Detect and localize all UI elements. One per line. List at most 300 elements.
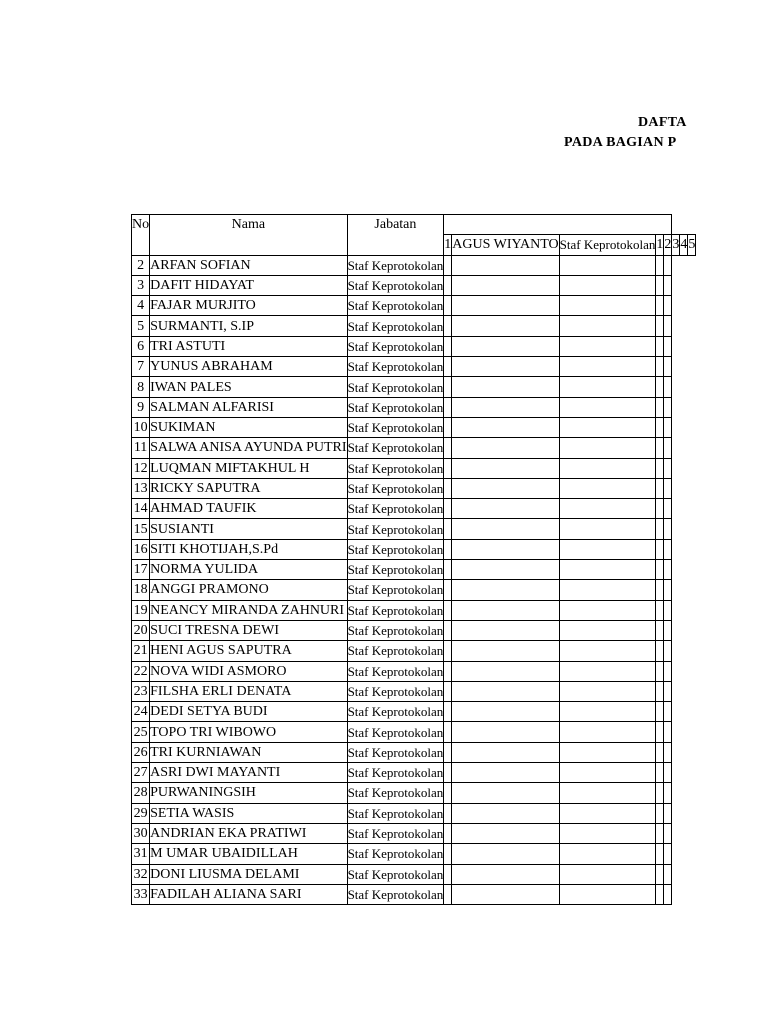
row-nama: ANDRIAN EKA PRATIWI — [150, 823, 347, 843]
row-jabatan: Staf Keprotokolan — [347, 438, 444, 458]
row-number: 21 — [132, 641, 150, 661]
attendance-cell — [452, 823, 559, 843]
attendance-cell — [444, 864, 452, 884]
row-jabatan: Staf Keprotokolan — [347, 600, 444, 620]
table-row — [132, 641, 696, 661]
attendance-cell — [656, 560, 664, 580]
table-row — [132, 397, 696, 417]
row-nama: SUKIMAN — [150, 417, 347, 437]
row-nama: SITI KHOTIJAH,S.Pd — [150, 539, 347, 559]
attendance-cell — [664, 864, 672, 884]
attendance-cell — [664, 478, 672, 498]
row-jabatan: Staf Keprotokolan — [347, 722, 444, 742]
attendance-cell — [444, 255, 452, 275]
row-jabatan: Staf Keprotokolan — [347, 296, 444, 316]
row-nama: FADILAH ALIANA SARI — [150, 884, 347, 904]
header-day-group — [444, 215, 672, 235]
attendance-cell — [559, 702, 656, 722]
attendance-table-body — [132, 215, 696, 905]
attendance-cell — [452, 417, 559, 437]
attendance-cell — [656, 336, 664, 356]
row-number: 7 — [132, 357, 150, 377]
row-jabatan: Staf Keprotokolan — [347, 560, 444, 580]
table-row — [132, 742, 696, 762]
attendance-cell — [452, 519, 559, 539]
attendance-cell — [656, 722, 664, 742]
attendance-cell — [664, 661, 672, 681]
row-jabatan: Staf Keprotokolan — [347, 803, 444, 823]
attendance-cell — [656, 377, 664, 397]
table-row — [132, 519, 696, 539]
attendance-cell — [444, 844, 452, 864]
attendance-cell — [656, 417, 664, 437]
row-jabatan: Staf Keprotokolan — [347, 417, 444, 437]
attendance-cell — [664, 438, 672, 458]
attendance-cell — [559, 803, 656, 823]
attendance-cell — [656, 763, 664, 783]
attendance-cell — [559, 336, 656, 356]
row-number: 19 — [132, 600, 150, 620]
attendance-cell — [452, 336, 559, 356]
attendance-cell — [559, 478, 656, 498]
row-jabatan: Staf Keprotokolan — [347, 377, 444, 397]
attendance-cell — [452, 438, 559, 458]
attendance-cell — [664, 417, 672, 437]
attendance-cell — [444, 681, 452, 701]
row-nama: AGUS WIYANTO — [452, 235, 559, 255]
table-row — [132, 620, 696, 640]
attendance-cell — [656, 316, 664, 336]
attendance-cell — [559, 560, 656, 580]
attendance-cell — [452, 803, 559, 823]
attendance-cell — [452, 478, 559, 498]
row-number: 13 — [132, 478, 150, 498]
attendance-cell — [444, 417, 452, 437]
attendance-cell — [664, 377, 672, 397]
row-jabatan: Staf Keprotokolan — [347, 641, 444, 661]
table-row — [132, 255, 696, 275]
attendance-table — [131, 214, 696, 905]
row-nama: YUNUS ABRAHAM — [150, 357, 347, 377]
attendance-cell — [664, 702, 672, 722]
row-number: 2 — [132, 255, 150, 275]
attendance-cell — [559, 620, 656, 640]
attendance-cell — [452, 742, 559, 762]
attendance-cell — [559, 681, 656, 701]
day-number-header: 5 — [688, 235, 696, 255]
row-number: 29 — [132, 803, 150, 823]
table-row — [132, 417, 696, 437]
attendance-cell — [656, 580, 664, 600]
attendance-cell — [664, 681, 672, 701]
row-nama: RICKY SAPUTRA — [150, 478, 347, 498]
table-row — [132, 275, 696, 295]
row-nama: SUCI TRESNA DEWI — [150, 620, 347, 640]
table-row — [132, 458, 696, 478]
attendance-cell — [444, 499, 452, 519]
table-row — [132, 722, 696, 742]
attendance-cell — [452, 783, 559, 803]
row-nama: LUQMAN MIFTAKHUL H — [150, 458, 347, 478]
row-number: 25 — [132, 722, 150, 742]
table-row — [132, 661, 696, 681]
row-jabatan: Staf Keprotokolan — [347, 357, 444, 377]
attendance-cell — [664, 742, 672, 762]
attendance-cell — [664, 539, 672, 559]
row-number: 15 — [132, 519, 150, 539]
row-number: 9 — [132, 397, 150, 417]
attendance-cell — [444, 884, 452, 904]
row-jabatan: Staf Keprotokolan — [347, 458, 444, 478]
day-number-header: 4 — [680, 235, 688, 255]
attendance-cell — [444, 763, 452, 783]
table-row — [132, 763, 696, 783]
table-row — [132, 357, 696, 377]
row-nama: AHMAD TAUFIK — [150, 499, 347, 519]
attendance-cell — [444, 661, 452, 681]
attendance-cell — [664, 397, 672, 417]
attendance-cell — [664, 580, 672, 600]
row-jabatan: Staf Keprotokolan — [347, 478, 444, 498]
attendance-cell — [559, 499, 656, 519]
row-number: 3 — [132, 275, 150, 295]
row-number: 33 — [132, 884, 150, 904]
row-jabatan: Staf Keprotokolan — [347, 499, 444, 519]
attendance-cell — [664, 884, 672, 904]
attendance-cell — [444, 600, 452, 620]
attendance-cell — [444, 803, 452, 823]
attendance-cell — [664, 844, 672, 864]
attendance-cell — [664, 255, 672, 275]
attendance-cell — [559, 357, 656, 377]
attendance-cell — [452, 296, 559, 316]
attendance-cell — [559, 316, 656, 336]
attendance-cell — [656, 844, 664, 864]
row-number: 8 — [132, 377, 150, 397]
attendance-cell — [559, 884, 656, 904]
day-number-header: 1 — [656, 235, 664, 255]
row-nama: ARFAN SOFIAN — [150, 255, 347, 275]
row-jabatan: Staf Keprotokolan — [347, 275, 444, 295]
row-number: 18 — [132, 580, 150, 600]
attendance-cell — [656, 478, 664, 498]
table-row — [132, 316, 696, 336]
attendance-cell — [656, 661, 664, 681]
attendance-cell — [656, 458, 664, 478]
attendance-cell — [452, 458, 559, 478]
attendance-cell — [656, 823, 664, 843]
row-jabatan: Staf Keprotokolan — [347, 620, 444, 640]
table-row — [132, 438, 696, 458]
attendance-cell — [444, 478, 452, 498]
attendance-cell — [656, 275, 664, 295]
attendance-cell — [444, 519, 452, 539]
attendance-cell — [664, 722, 672, 742]
row-number: 23 — [132, 681, 150, 701]
attendance-cell — [444, 641, 452, 661]
attendance-cell — [656, 296, 664, 316]
row-number: 30 — [132, 823, 150, 843]
attendance-cell — [452, 397, 559, 417]
row-number: 10 — [132, 417, 150, 437]
attendance-cell — [664, 458, 672, 478]
row-nama: SALMAN ALFARISI — [150, 397, 347, 417]
attendance-cell — [664, 803, 672, 823]
attendance-cell — [444, 458, 452, 478]
attendance-cell — [656, 864, 664, 884]
attendance-cell — [444, 296, 452, 316]
table-row — [132, 296, 696, 316]
attendance-cell — [559, 864, 656, 884]
attendance-cell — [664, 357, 672, 377]
attendance-cell — [444, 580, 452, 600]
table-row — [132, 823, 696, 843]
table-row — [132, 600, 696, 620]
document-title: DAFTA — [638, 115, 687, 130]
attendance-cell — [452, 641, 559, 661]
attendance-cell — [656, 783, 664, 803]
table-row — [132, 803, 696, 823]
row-number: 26 — [132, 742, 150, 762]
attendance-cell — [444, 316, 452, 336]
header-nama: Nama — [150, 215, 347, 256]
row-nama: FILSHA ERLI DENATA — [150, 681, 347, 701]
attendance-cell — [559, 438, 656, 458]
attendance-cell — [452, 560, 559, 580]
attendance-cell — [664, 600, 672, 620]
row-number: 28 — [132, 783, 150, 803]
row-number: 22 — [132, 661, 150, 681]
attendance-cell — [559, 844, 656, 864]
row-jabatan: Staf Keprotokolan — [347, 702, 444, 722]
attendance-cell — [452, 316, 559, 336]
attendance-cell — [664, 560, 672, 580]
day-number-header: 3 — [672, 235, 680, 255]
row-jabatan: Staf Keprotokolan — [347, 742, 444, 762]
attendance-cell — [559, 397, 656, 417]
attendance-cell — [656, 357, 664, 377]
row-jabatan: Staf Keprotokolan — [559, 235, 656, 255]
row-nama: TRI KURNIAWAN — [150, 742, 347, 762]
attendance-cell — [444, 783, 452, 803]
attendance-cell — [452, 255, 559, 275]
row-nama: DAFIT HIDAYAT — [150, 275, 347, 295]
row-number: 27 — [132, 763, 150, 783]
attendance-cell — [656, 255, 664, 275]
row-jabatan: Staf Keprotokolan — [347, 864, 444, 884]
row-nama: SURMANTI, S.IP — [150, 316, 347, 336]
row-nama: TOPO TRI WIBOWO — [150, 722, 347, 742]
document-subtitle: PADA BAGIAN P — [564, 135, 677, 150]
attendance-cell — [444, 823, 452, 843]
attendance-cell — [444, 357, 452, 377]
attendance-cell — [559, 296, 656, 316]
attendance-cell — [559, 763, 656, 783]
row-jabatan: Staf Keprotokolan — [347, 580, 444, 600]
attendance-cell — [559, 742, 656, 762]
table-row — [132, 783, 696, 803]
day-number-header: 2 — [664, 235, 672, 255]
row-nama: ASRI DWI MAYANTI — [150, 763, 347, 783]
attendance-cell — [656, 438, 664, 458]
attendance-cell — [452, 722, 559, 742]
attendance-cell — [444, 336, 452, 356]
row-nama: FAJAR MURJITO — [150, 296, 347, 316]
row-nama: SETIA WASIS — [150, 803, 347, 823]
row-number: 4 — [132, 296, 150, 316]
attendance-cell — [656, 702, 664, 722]
attendance-cell — [559, 641, 656, 661]
attendance-cell — [559, 255, 656, 275]
row-number: 12 — [132, 458, 150, 478]
row-jabatan: Staf Keprotokolan — [347, 539, 444, 559]
attendance-cell — [559, 539, 656, 559]
row-jabatan: Staf Keprotokolan — [347, 519, 444, 539]
attendance-cell — [452, 763, 559, 783]
attendance-cell — [664, 763, 672, 783]
row-nama: SALWA ANISA AYUNDA PUTRI — [150, 438, 347, 458]
attendance-cell — [452, 884, 559, 904]
row-jabatan: Staf Keprotokolan — [347, 763, 444, 783]
row-jabatan: Staf Keprotokolan — [347, 884, 444, 904]
table-row — [132, 499, 696, 519]
attendance-cell — [664, 275, 672, 295]
row-nama: DEDI SETYA BUDI — [150, 702, 347, 722]
row-nama: SUSIANTI — [150, 519, 347, 539]
row-jabatan: Staf Keprotokolan — [347, 255, 444, 275]
row-jabatan: Staf Keprotokolan — [347, 783, 444, 803]
row-nama: M UMAR UBAIDILLAH — [150, 844, 347, 864]
row-number: 5 — [132, 316, 150, 336]
row-number: 32 — [132, 864, 150, 884]
attendance-cell — [664, 823, 672, 843]
attendance-cell — [444, 742, 452, 762]
row-number: 17 — [132, 560, 150, 580]
attendance-cell — [656, 397, 664, 417]
attendance-cell — [452, 844, 559, 864]
attendance-cell — [559, 722, 656, 742]
row-jabatan: Staf Keprotokolan — [347, 844, 444, 864]
attendance-cell — [656, 742, 664, 762]
row-jabatan: Staf Keprotokolan — [347, 661, 444, 681]
attendance-cell — [664, 783, 672, 803]
row-jabatan: Staf Keprotokolan — [347, 316, 444, 336]
header-no: No — [132, 215, 150, 256]
attendance-cell — [452, 620, 559, 640]
header-jabatan: Jabatan — [347, 215, 444, 256]
attendance-cell — [664, 296, 672, 316]
row-nama: NEANCY MIRANDA ZAHNURI — [150, 600, 347, 620]
row-nama: HENI AGUS SAPUTRA — [150, 641, 347, 661]
attendance-cell — [559, 275, 656, 295]
attendance-cell — [444, 377, 452, 397]
row-nama: NOVA WIDI ASMORO — [150, 661, 347, 681]
attendance-cell — [444, 539, 452, 559]
attendance-cell — [664, 620, 672, 640]
row-nama: ANGGI PRAMONO — [150, 580, 347, 600]
row-jabatan: Staf Keprotokolan — [347, 336, 444, 356]
row-number: 20 — [132, 620, 150, 640]
attendance-cell — [559, 519, 656, 539]
table-row — [132, 336, 696, 356]
attendance-cell — [559, 600, 656, 620]
row-number: 11 — [132, 438, 150, 458]
table-row — [132, 884, 696, 904]
row-number: 31 — [132, 844, 150, 864]
row-nama: NORMA YULIDA — [150, 560, 347, 580]
attendance-cell — [656, 884, 664, 904]
attendance-cell — [664, 519, 672, 539]
table-row — [132, 478, 696, 498]
row-number: 16 — [132, 539, 150, 559]
attendance-cell — [656, 681, 664, 701]
attendance-cell — [656, 499, 664, 519]
attendance-cell — [656, 620, 664, 640]
attendance-cell — [656, 539, 664, 559]
attendance-cell — [444, 560, 452, 580]
attendance-cell — [559, 783, 656, 803]
table-row — [132, 864, 696, 884]
attendance-cell — [452, 275, 559, 295]
attendance-cell — [559, 580, 656, 600]
attendance-cell — [664, 641, 672, 661]
attendance-cell — [444, 702, 452, 722]
attendance-table-container — [131, 214, 696, 905]
attendance-cell — [444, 275, 452, 295]
table-row — [132, 702, 696, 722]
attendance-cell — [452, 377, 559, 397]
attendance-cell — [559, 823, 656, 843]
row-jabatan: Staf Keprotokolan — [347, 397, 444, 417]
attendance-cell — [452, 357, 559, 377]
row-jabatan: Staf Keprotokolan — [347, 681, 444, 701]
table-row — [132, 681, 696, 701]
row-number: 24 — [132, 702, 150, 722]
row-nama: TRI ASTUTI — [150, 336, 347, 356]
attendance-cell — [656, 803, 664, 823]
attendance-cell — [444, 722, 452, 742]
attendance-cell — [444, 438, 452, 458]
table-row — [132, 539, 696, 559]
table-row — [132, 377, 696, 397]
table-row — [132, 580, 696, 600]
attendance-cell — [452, 499, 559, 519]
row-jabatan: Staf Keprotokolan — [347, 823, 444, 843]
attendance-cell — [444, 620, 452, 640]
attendance-cell — [656, 519, 664, 539]
row-number: 6 — [132, 336, 150, 356]
row-number: 1 — [444, 235, 452, 255]
row-nama: IWAN PALES — [150, 377, 347, 397]
row-nama: DONI LIUSMA DELAMI — [150, 864, 347, 884]
attendance-cell — [452, 600, 559, 620]
attendance-cell — [452, 661, 559, 681]
attendance-cell — [559, 377, 656, 397]
table-row — [132, 844, 696, 864]
attendance-cell — [656, 600, 664, 620]
attendance-cell — [559, 458, 656, 478]
table-row — [132, 560, 696, 580]
attendance-cell — [444, 397, 452, 417]
attendance-cell — [452, 580, 559, 600]
table-header-row — [132, 215, 696, 235]
attendance-cell — [452, 681, 559, 701]
row-number: 14 — [132, 499, 150, 519]
attendance-cell — [664, 499, 672, 519]
attendance-cell — [559, 417, 656, 437]
attendance-cell — [452, 539, 559, 559]
attendance-cell — [664, 336, 672, 356]
